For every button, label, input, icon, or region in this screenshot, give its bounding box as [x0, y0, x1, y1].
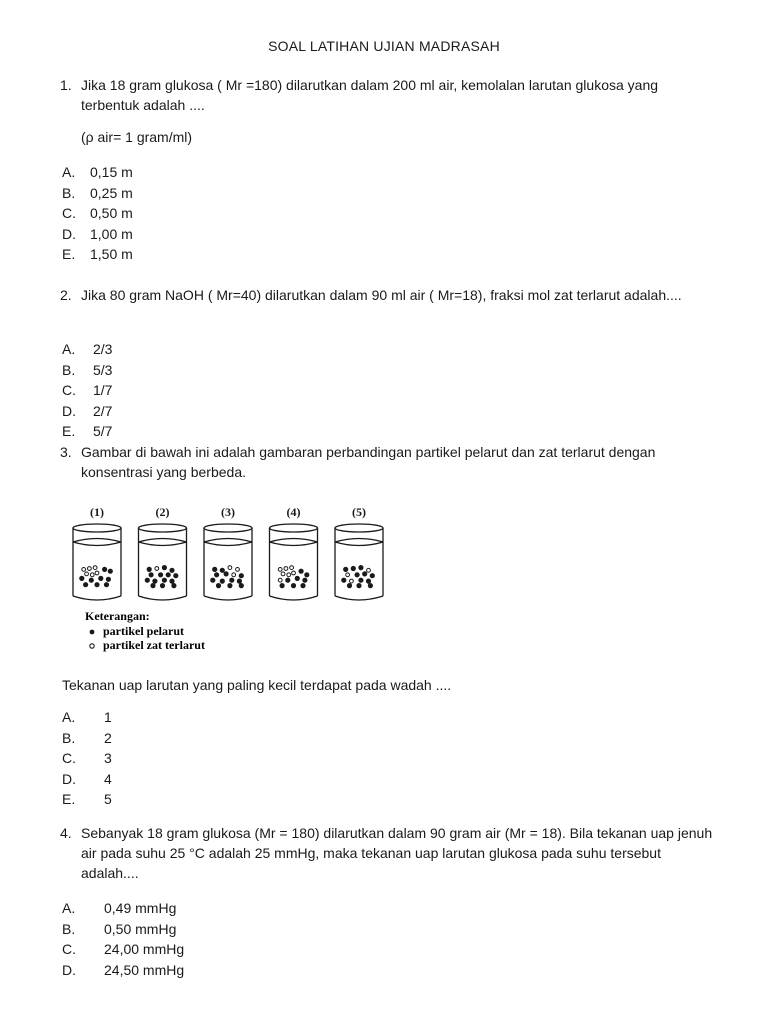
solvent-particle: [363, 572, 367, 576]
solvent-particle: [239, 574, 243, 578]
solvent-particle: [170, 568, 174, 572]
question-number: 1.: [60, 77, 72, 93]
solute-particle: [367, 568, 371, 572]
solute-particle: [82, 568, 86, 572]
question-4: [60, 823, 720, 883]
solvent-particle: [103, 567, 107, 571]
options-list-1: [62, 162, 133, 265]
solvent-particle: [220, 568, 224, 572]
solute-particle: [292, 571, 296, 575]
solvent-particle: [342, 578, 346, 582]
question-number: 3.: [60, 444, 72, 460]
option-e: E. 5/7: [62, 423, 113, 439]
beaker-label: (4): [286, 505, 301, 519]
question-2: [60, 285, 720, 305]
solvent-particle: [166, 573, 170, 577]
option-e: E. 1,50 m: [62, 246, 133, 262]
question-number: 4.: [60, 825, 72, 841]
beaker: [270, 524, 318, 600]
option-b: B. 0,25 m: [62, 184, 133, 201]
option-b: B. 2: [62, 729, 112, 746]
solvent-particle: [239, 584, 243, 588]
beaker-label: (5): [352, 505, 366, 519]
solvent-particle: [106, 577, 110, 581]
solute-particle: [287, 573, 291, 577]
solvent-particle: [151, 584, 155, 588]
option-d: D. 2/7: [62, 402, 113, 419]
solvent-particle: [366, 579, 370, 583]
solute-particle: [85, 572, 89, 576]
solvent-particle: [153, 579, 157, 583]
solute-particle: [236, 568, 240, 572]
solute-particle: [346, 573, 350, 577]
options-list-2: [62, 339, 112, 442]
solvent-particle: [145, 578, 149, 582]
solvent-particle: [215, 573, 219, 577]
solvent-particle: [295, 576, 299, 580]
solute-particle: [88, 567, 92, 571]
options-list-4: [62, 898, 184, 980]
solvent-particle: [359, 578, 363, 582]
option-a: A. 0,15 m: [62, 164, 133, 180]
question-3: [60, 442, 720, 482]
option-b: B. 5/3: [62, 361, 113, 378]
option-b: B. 0,50 mmHg: [62, 920, 177, 937]
solute-particle: [290, 566, 294, 570]
option-d: D. 4: [62, 770, 112, 787]
option-e: E. 5: [62, 791, 112, 807]
solvent-particle: [84, 583, 88, 587]
solvent-particle: [368, 584, 372, 588]
option-c: C. 3: [62, 750, 112, 766]
solute-particle: [95, 571, 99, 575]
legend-title: Keterangan:: [85, 609, 150, 623]
solvent-particle: [160, 584, 164, 588]
open-dot-icon: [90, 644, 94, 648]
solute-particle: [155, 567, 159, 571]
solute-particle: [90, 573, 94, 577]
solute-particle: [278, 568, 282, 572]
solvent-particle: [351, 566, 355, 570]
solute-particle: [228, 566, 232, 570]
legend-item-solute: partikel zat terlarut: [103, 638, 205, 652]
solvent-particle: [104, 583, 108, 587]
beaker-label: (3): [221, 505, 235, 519]
solvent-particle: [359, 566, 363, 570]
legend-item-solvent: partikel pelarut: [103, 624, 184, 638]
solvent-particle: [301, 584, 305, 588]
solvent-particle: [357, 584, 361, 588]
question-text: Gambar di bawah ini adalah gambaran perbandingan partikel pelarut dan zat terlarut dengan konsentrasi yang berbeda.: [81, 444, 656, 480]
solvent-particle: [370, 574, 374, 578]
solvent-particle: [299, 569, 303, 573]
option-a: A. 1: [62, 709, 112, 725]
solvent-particle: [280, 584, 284, 588]
beaker: [335, 524, 383, 600]
question-text: Sebanyak 18 gram glukosa (Mr = 180) dilarutkan dalam 90 gram air (Mr = 18). Bila tekanan uap jenuh air pada suhu 25 °C adalah 25 mmHg, maka tekanan uap larutan glukosa pada suhu tersebut adalah....: [81, 825, 713, 881]
question-text-3b: Tekanan uap larutan yang paling kecil terdapat pada wadah ....: [62, 677, 452, 693]
solvent-particle: [355, 573, 359, 577]
solvent-particle: [230, 578, 234, 582]
solvent-particle: [237, 579, 241, 583]
beaker: [73, 524, 121, 600]
option-d: D. 1,00 m: [62, 225, 133, 242]
filled-dot-icon: [90, 630, 95, 635]
option-a: A. 0,49 mmHg: [62, 900, 177, 916]
solvent-particle: [305, 573, 309, 577]
solvent-particle: [291, 584, 295, 588]
solvent-particle: [170, 579, 174, 583]
solvent-particle: [147, 567, 151, 571]
beakers-figure: [65, 500, 395, 660]
solvent-particle: [95, 583, 99, 587]
solvent-particle: [303, 578, 307, 582]
solvent-particle: [344, 567, 348, 571]
solute-particle: [350, 579, 354, 583]
option-d: D. 24,50 mmHg: [62, 961, 185, 978]
beaker-label: (2): [155, 505, 170, 519]
solvent-particle: [174, 574, 178, 578]
page-title: SOAL LATIHAN UJIAN MADRASAH: [268, 38, 500, 54]
question-note: (ρ air= 1 gram/ml): [81, 129, 193, 145]
options-list-3: [62, 707, 112, 810]
solvent-particle: [220, 579, 224, 583]
solute-particle: [93, 566, 97, 570]
option-c: C. 0,50 m: [62, 205, 133, 221]
solvent-particle: [211, 578, 215, 582]
solvent-particle: [108, 569, 112, 573]
beaker: [204, 524, 252, 600]
solvent-particle: [89, 578, 93, 582]
option-c: C. 24,00 mmHg: [62, 941, 185, 957]
solute-particle: [278, 578, 282, 582]
solvent-particle: [159, 573, 163, 577]
solvent-particle: [213, 567, 217, 571]
solute-particle: [232, 573, 236, 577]
question-text: Jika 80 gram NaOH ( Mr=40) dilarutkan dalam 90 ml air ( Mr=18), fraksi mol zat terlarut adalah....: [81, 287, 682, 303]
question-number: 2.: [60, 287, 72, 303]
solvent-particle: [347, 584, 351, 588]
solute-particle: [284, 567, 288, 571]
solvent-particle: [228, 584, 232, 588]
question-text: Jika 18 gram glukosa ( Mr =180) dilarutkan dalam 200 ml air, kemolalan larutan glukosa yang terbentuk adalah ....: [81, 77, 659, 113]
solvent-particle: [224, 572, 228, 576]
solvent-particle: [172, 584, 176, 588]
option-c: C. 1/7: [62, 382, 113, 398]
solvent-particle: [162, 578, 166, 582]
solvent-particle: [99, 576, 103, 580]
solvent-particle: [80, 576, 84, 580]
solvent-particle: [216, 584, 220, 588]
solvent-particle: [149, 573, 153, 577]
option-a: A. 2/3: [62, 341, 113, 357]
solute-particle: [281, 572, 285, 576]
beaker: [139, 524, 187, 600]
beaker-label: (1): [90, 505, 104, 519]
solvent-particle: [286, 578, 290, 582]
question-1: [60, 75, 720, 115]
solvent-particle: [162, 566, 166, 570]
